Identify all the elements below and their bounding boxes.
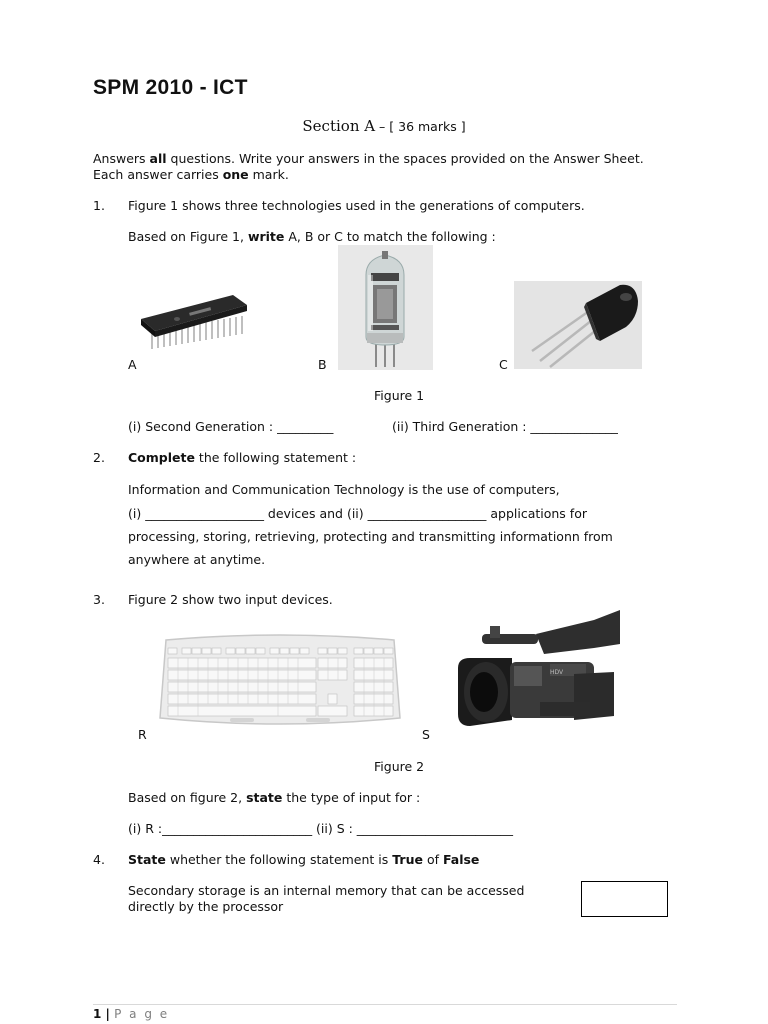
q3-instruction: [128, 790, 420, 806]
q2-line-2: (i) ___________________ devices and (ii) ___________________ applications for: [128, 506, 587, 521]
page-title: SPM 2010 - ICT: [93, 76, 248, 99]
section-dash: –: [375, 119, 390, 134]
instr1-bold: all: [149, 151, 167, 166]
q2-instruction: [128, 450, 356, 466]
footer-separator: |: [101, 1007, 115, 1021]
q2-line-1: Information and Communication Technology is the use of computers,: [128, 482, 560, 497]
figure1-label-a: A: [128, 357, 137, 372]
figure1-label-b: B: [318, 357, 327, 372]
q4-statement-line-1: Secondary storage is an internal memory that can be accessed: [128, 883, 525, 898]
vacuum-tube-image: [338, 245, 433, 370]
q4-instr-mid2: of: [422, 852, 443, 867]
section-header: [0, 116, 768, 135]
q1-instr-pre: Based on Figure 1,: [128, 229, 248, 244]
figure2-caption: Figure 2: [374, 759, 425, 774]
figure2-label-s: S: [422, 727, 430, 742]
q1-part-i: (i) Second Generation : _________: [128, 419, 334, 434]
q1-instr-bold: write: [247, 229, 285, 244]
q1-part-ii: (ii) Third Generation : ______________: [392, 419, 618, 434]
q4-instr-bold-false: False: [442, 852, 480, 867]
instr2-post: mark.: [248, 167, 289, 182]
instr2-pre: Each answer carries: [93, 167, 223, 182]
instructions-line-2: [93, 167, 289, 183]
ic-chip-image: [137, 283, 252, 363]
section-name: Section A: [302, 117, 376, 135]
q2-instr-bold: Complete: [128, 450, 195, 465]
page-word: P a g e: [114, 1007, 170, 1021]
q1-number: 1.: [93, 198, 105, 213]
figure1-label-c: C: [499, 357, 508, 372]
q1-instruction: [128, 229, 496, 245]
instr1-post: questions. Write your answers in the spaces provided on the Answer Sheet.: [166, 151, 644, 166]
q4-instruction: [128, 852, 479, 868]
q2-line-4: anywhere at anytime.: [128, 552, 266, 567]
q3-instr-post: the type of input for :: [282, 790, 421, 805]
q1-text: Figure 1 shows three technologies used in the generations of computers.: [128, 198, 585, 213]
q3-instr-pre: Based on figure 2,: [128, 790, 247, 805]
instr2-bold: one: [222, 167, 249, 182]
q4-instr-bold-state: State: [128, 852, 166, 867]
footer-divider: [93, 1004, 677, 1005]
section-marks: [ 36 marks ]: [389, 119, 466, 134]
page-footer: [93, 1007, 169, 1021]
instr1-pre: Answers: [93, 151, 150, 166]
q3-instr-bold: state: [246, 790, 283, 805]
figure2-label-r: R: [138, 727, 147, 742]
q3-number: 3.: [93, 592, 105, 607]
keyboard-image: [158, 626, 402, 730]
q3-parts: (i) R :________________________ (ii) S : _________________________: [128, 821, 514, 836]
q2-number: 2.: [93, 450, 105, 465]
q4-instr-bold-true: True: [392, 852, 423, 867]
q4-answer-box[interactable]: [581, 881, 668, 917]
transistor-image: [514, 281, 642, 369]
q2-instr-post: the following statement :: [194, 450, 357, 465]
q4-number: 4.: [93, 852, 105, 867]
video-camera-image: [454, 604, 624, 740]
q3-text: Figure 2 show two input devices.: [128, 592, 333, 607]
q4-instr-mid1: whether the following statement is: [165, 852, 393, 867]
instructions-line-1: [93, 151, 644, 167]
q4-statement-line-2: directly by the processor: [128, 899, 284, 914]
page-number: 1: [93, 1007, 102, 1021]
q2-line-3: processing, storing, retrieving, protecting and transmitting informationn from: [128, 529, 613, 544]
figure1-caption: Figure 1: [374, 388, 425, 403]
svg-text:HDV: HDV: [550, 669, 564, 676]
q1-instr-post: A, B or C to match the following :: [284, 229, 496, 244]
